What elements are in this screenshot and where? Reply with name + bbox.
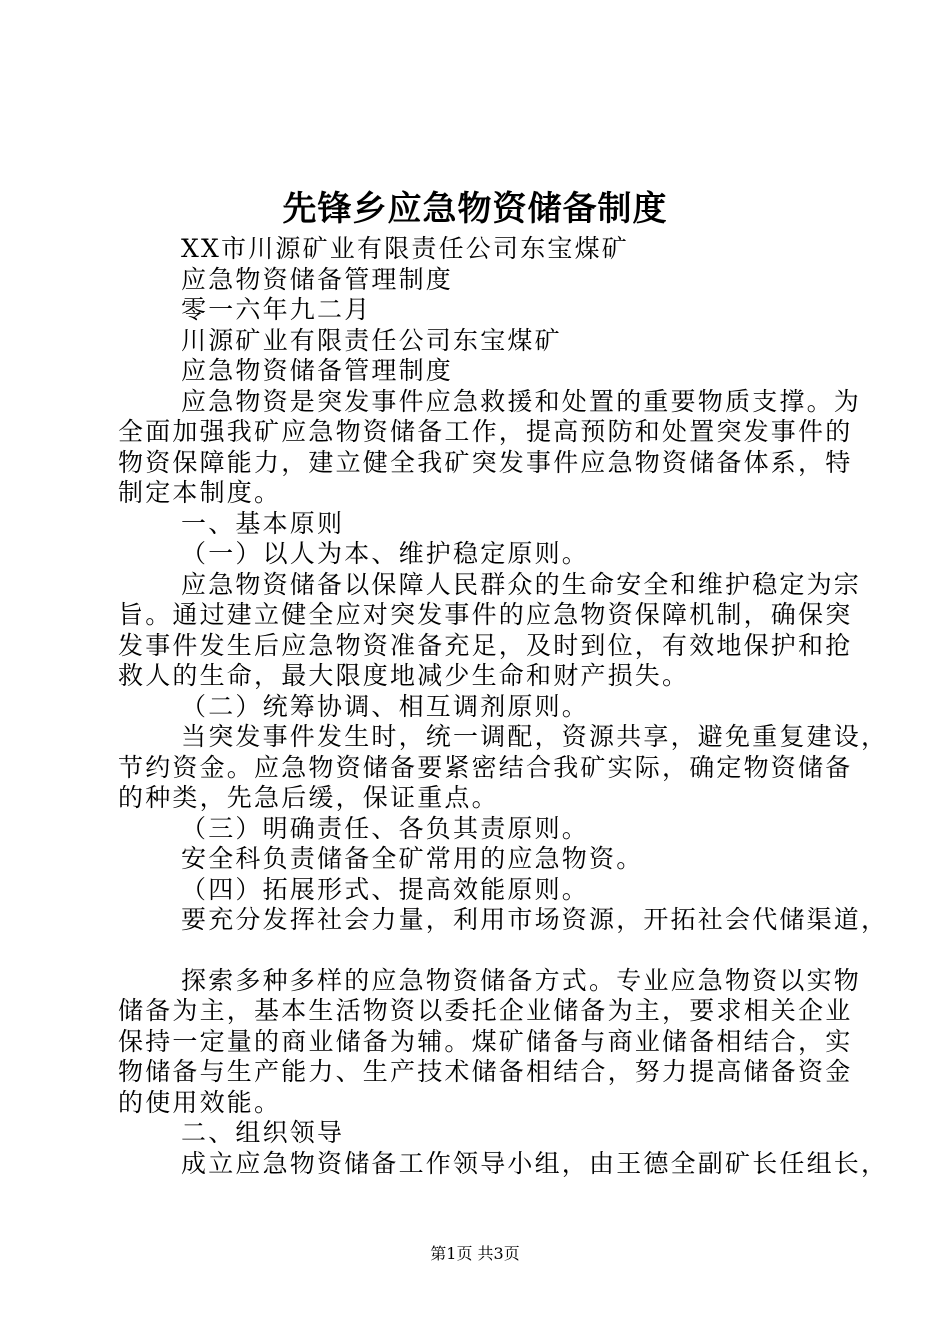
- paragraph-line: 探索多种多样的应急物资储备方式。专业应急物资以实物: [181, 965, 862, 995]
- paragraph-line: 应急物资是突发事件应急救援和处置的重要物质支撑。为: [181, 386, 862, 416]
- page-footer: 第1页 共3页: [430, 1244, 520, 1263]
- paragraph-line: 成立应急物资储备工作领导小组，由王德全副矿长任组长，: [181, 1148, 889, 1178]
- paragraph-line: 的使用效能。: [118, 1087, 282, 1117]
- paragraph-line: 旨。通过建立健全应对突发事件的应急物资保障机制，确保突: [118, 600, 853, 629]
- paragraph-line: 发事件发生后应急物资准备充足，及时到位，有效地保护和抢: [118, 630, 853, 660]
- paragraph-line: 的种类，先急后缓，保证重点。: [118, 783, 499, 812]
- subsection-heading: （四）拓展形式、提高效能原则。: [181, 874, 590, 904]
- paragraph-line: 安全科负责储备全矿常用的应急物资。: [181, 844, 644, 873]
- paragraph-line: 应急物资储备以保障人民群众的生命安全和维护稳定为宗: [181, 569, 862, 599]
- paragraph-line: 储备为主，基本生活物资以委托企业储备为主，要求相关企业: [118, 996, 853, 1025]
- section-heading: 二、组织领导: [181, 1118, 345, 1147]
- paragraph-line: 物资保障能力，建立健全我矿突发事件应急物资储备体系，特: [118, 447, 853, 477]
- paragraph-line: 节约资金。应急物资储备要紧密结合我矿实际，确定物资储备: [118, 752, 853, 782]
- text-line: 川源矿业有限责任公司东宝煤矿: [181, 325, 562, 355]
- paragraph-line: 要充分发挥社会力量，利用市场资源，开拓社会代储渠道，: [181, 905, 889, 934]
- paragraph-gap: [118, 936, 838, 966]
- text-line: 应急物资储备管理制度: [181, 264, 454, 294]
- paragraph-line: 全面加强我矿应急物资储备工作，提高预防和处置突发事件的: [118, 417, 853, 446]
- paragraph-line: 救人的生命，最大限度地减少生命和财产损失。: [118, 661, 690, 690]
- subsection-heading: （二）统筹协调、相互调剂原则。: [181, 691, 590, 721]
- document-title: 先锋乡应急物资储备制度: [282, 189, 668, 229]
- section-heading: 一、基本原则: [181, 508, 345, 538]
- text-line: 应急物资储备管理制度: [181, 356, 454, 385]
- subsection-heading: （一）以人为本、维护稳定原则。: [181, 539, 590, 568]
- paragraph-line: 当突发事件发生时，统一调配，资源共享，避免重复建设，: [181, 722, 889, 751]
- subsection-heading: （三）明确责任、各负其责原则。: [181, 813, 590, 843]
- paragraph-line: 制定本制度。: [118, 478, 282, 507]
- document-body: [118, 234, 889, 1179]
- paragraph-line: 保持一定量的商业储备为辅。煤矿储备与商业储备相结合，实: [118, 1026, 853, 1056]
- text-line: 零一六年九二月: [181, 295, 372, 324]
- text-line: XX市川源矿业有限责任公司东宝煤矿: [181, 234, 629, 263]
- paragraph-line: 物储备与生产能力、生产技术储备相结合，努力提高储备资金: [118, 1057, 853, 1086]
